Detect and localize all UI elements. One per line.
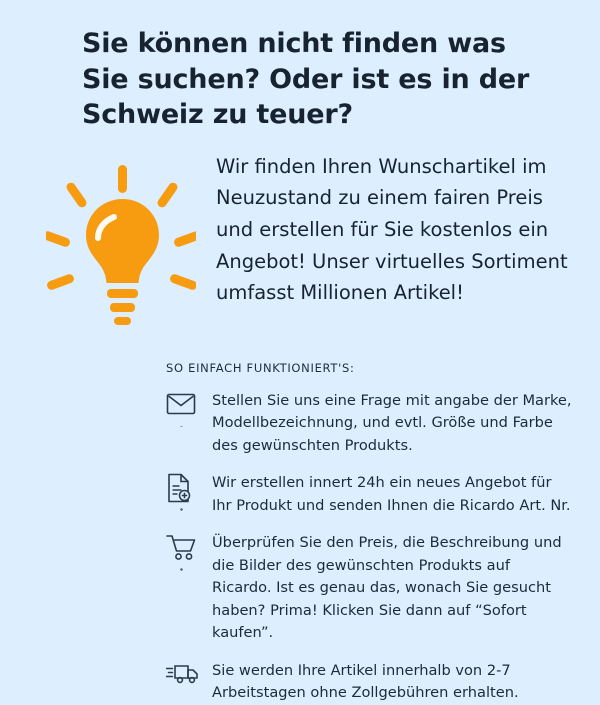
intro-text: Wir finden Ihren Wunschartikel im Neuzustand zu einem fairen Preis und erstellen für Sie kostenlos ein Angebot! Unser virtuelles Sortiment umfasst Millionen Artikel! — [216, 154, 568, 305]
dotted-connector — [180, 565, 183, 571]
step-text: Sie werden Ihre Artikel innerhalb von 2-7 Arbeitstagen ohne Zollgebühren erhalten. — [212, 661, 519, 702]
page-title: Sie können nicht finden was Sie suchen? Oder ist es in der Schweiz zu teuer? — [82, 28, 530, 131]
envelope-icon — [166, 389, 212, 417]
delivery-truck-icon — [166, 659, 212, 685]
list-item — [166, 659, 574, 705]
shopping-cart-icon — [166, 531, 212, 561]
step-text: Wir erstellen innert 24h ein neues Angebot für Ihr Produkt und senden Ihnen die Ricardo Art. Nr. — [212, 474, 571, 514]
list-item — [166, 471, 574, 517]
steps-title: SO EINFACH FUNKTIONIERT'S: — [166, 360, 355, 375]
step-text: Überprüfen Sie den Preis, die Beschreibung und die Bilder des gewünschten Produkts auf Ricardo. Ist es genau das, wonach Sie gesucht haben? Prima! Klicken Sie dann auf “Sofort kaufen”. — [212, 534, 562, 642]
list-item — [166, 531, 574, 644]
lightbulb-icon — [46, 165, 196, 335]
lightbulb-illustration — [26, 151, 216, 335]
dotted-connector — [180, 423, 183, 427]
steps-section — [166, 361, 574, 705]
document-add-icon — [166, 471, 212, 503]
step-text: Stellen Sie uns eine Frage mit angabe der Marke, Modellbezeichnung, und evtl. Größe und Farbe des gewünschten Produkts. — [212, 391, 572, 454]
intro-section — [26, 151, 574, 335]
dotted-connector — [180, 505, 183, 513]
list-item — [166, 389, 574, 457]
